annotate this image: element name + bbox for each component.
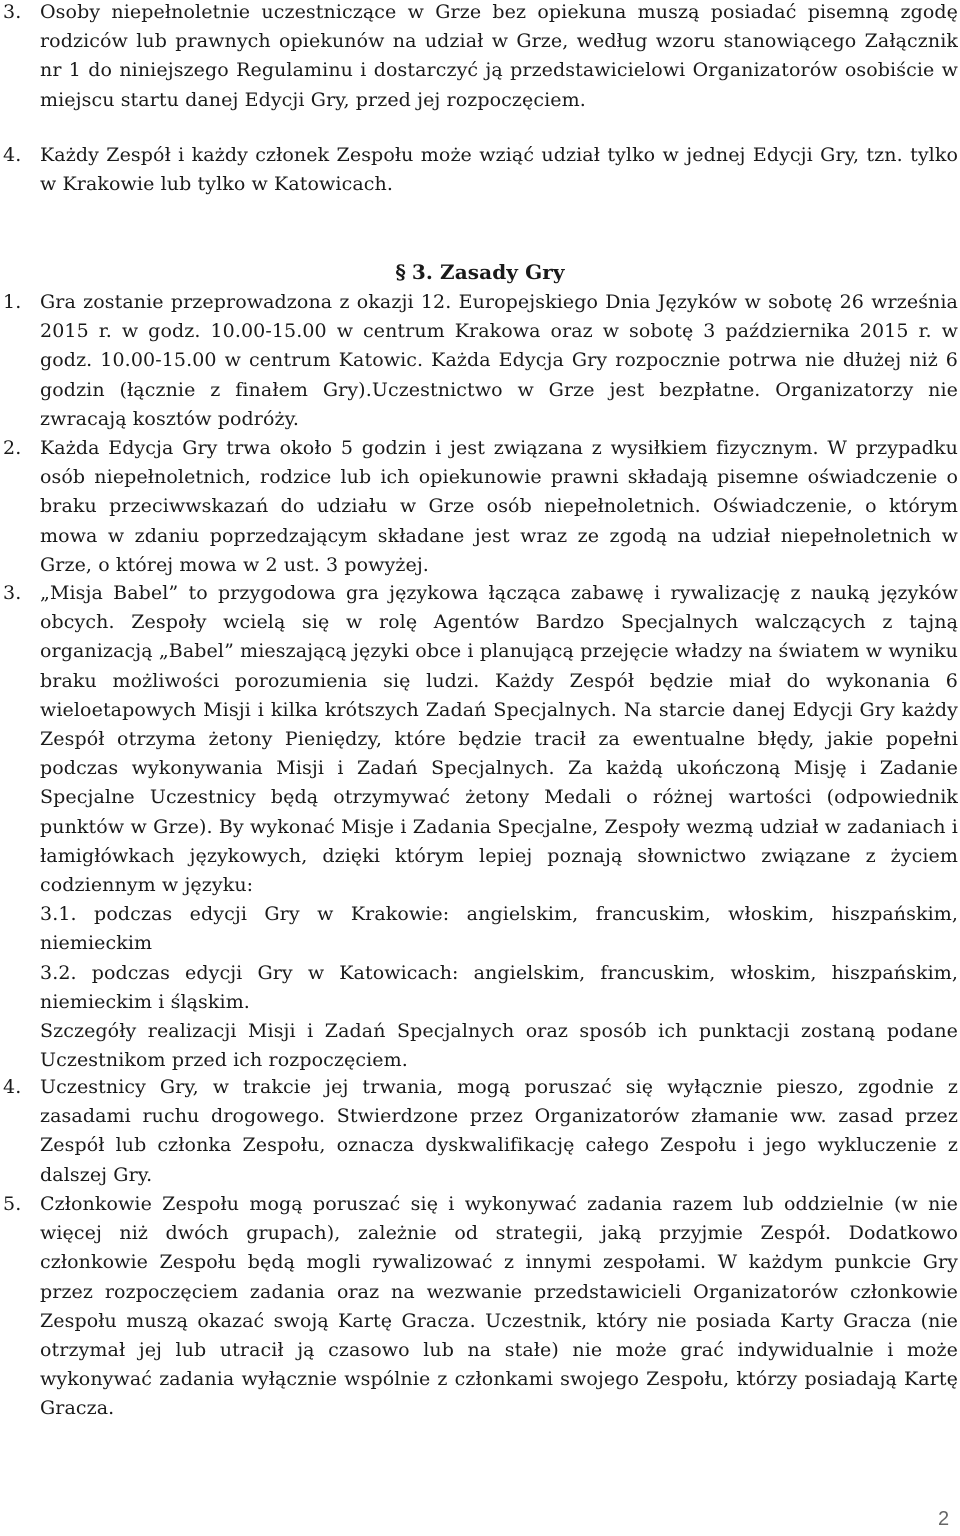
- list-item-3: [3, 579, 958, 1075]
- item-number: 4.: [3, 144, 22, 166]
- section-heading: [0, 258, 960, 287]
- item-text: Każdy Zespół i każdy członek Zespołu może wziąć udział tylko w jednej Edycji Gry, tzn. tylko w Krakowie lub tylko w Katowicach.: [40, 144, 958, 196]
- list-item-2: [3, 434, 958, 580]
- section-symbol: §: [395, 260, 406, 284]
- sub-item-3-1: 3.1. podczas edycji Gry w Krakowie: angielskim, francuskim, włoskim, hiszpańskim, niemieckim: [40, 903, 958, 955]
- list-item-4: [3, 1073, 958, 1190]
- item-text: Uczestnicy Gry, w trakcie jej trwania, mogą poruszać się wyłącznie pieszo, zgodnie z zasadami ruchu drogowego. Stwierdzone przez Organizatorów złamanie ww. zasad przez Zespół lub członka Zespołu, oznacza dyskwalifikację całego Zespołu i jego wykluczenie z dalszej Gry.: [40, 1076, 958, 1186]
- item-number: 4.: [3, 1076, 22, 1098]
- item-number: 1.: [3, 291, 22, 313]
- item-number: 5.: [3, 1193, 22, 1215]
- item-number: 2.: [3, 437, 22, 459]
- item-text: Członkowie Zespołu mogą poruszać się i wykonywać zadania razem lub oddzielnie (w nie więcej niż dwóch grupach), zależnie od strategii, jaką przyjmie Zespół. Dodatkowo członkowie Zespołu będą mogli rywalizować z innymi zespołami. W każdym punkcie Gry przez rozpoczęciem zadania oraz na wezwanie przedstawicieli Organizatorów członkowie Zespołu muszą okazać swoją Kartę Gracza. Uczestnik, który nie posiada Karty Gracza (nie otrzymał jej lub utracił ją czasowo lub na stałe) nie może grać indywidualnie i może wykonywać zadania wyłącznie wspólnie z członkami swojego Zespołu, którzy posiadają Kartę Gracza.: [40, 1193, 958, 1420]
- item-number: 3.: [3, 582, 22, 604]
- list-item-pre-3: [3, 0, 958, 115]
- item-text-continued: Szczegóły realizacji Misji i Zadań Specjalnych oraz sposób ich punktacji zostaną podane Uczestnikom przed ich rozpoczęciem.: [40, 1020, 958, 1072]
- item-text: „Misja Babel” to przygodowa gra językowa łącząca zabawę i rywalizację z nauką języków obcych. Zespoły wcielą się w rolę Agentów Bardzo Specjalnych walczących z tajną organizacją „Babel” mieszającą języki obce i planującą przejęcie władzy na światem w wyniku braku możliwości porozumienia się ludzi. Każdy Zespół będzie miał do wykonania 6 wieloetapowych Misji i kilka krótszych Zadań Specjalnych. Na starcie danej Edycji Gry każdy Zespół otrzyma żetony Pieniędzy, które będzie tracił za ewentualne błędy, jakie popełni podczas wykonywania Misji i Zadań Specjalnych. Za każdą ukończoną Misję i Zadanie Specjalne Uczestnicy będą otrzymywać żetony Medali o różnej wartości (odpowiednik punktów w Grze). By wykonać Misje i Zadania Specjalne, Zespoły wezmą udział w zadaniach i łamigłówkach językowych, dzięki którym lepiej poznają słownictwo związane z życiem codziennym w języku:: [40, 582, 958, 897]
- list-item-pre-4: [3, 141, 958, 199]
- item-text: Każda Edycja Gry trwa około 5 godzin i jest związana z wysiłkiem fizycznym. W przypadku osób niepełnoletnich, rodzice lub ich opiekunowie prawni składają pisemne oświadczenie o braku przeciwwskazań do udziału w Grze osób niepełnoletnich. Oświadczenie, o którym mowa w zdaniu poprzedzającym składane jest wraz ze zgodą na udział niepełnoletnich w Grze, o której mowa w 2 ust. 3 powyżej.: [40, 437, 958, 576]
- list-item-1: [3, 288, 958, 434]
- section-title: 3. Zasady Gry: [411, 260, 565, 284]
- page-number: 2: [938, 1508, 950, 1530]
- item-text: Osoby niepełnoletnie uczestniczące w Grze bez opiekuna muszą posiadać pisemną zgodę rodziców lub prawnych opiekunów na udział w Grze, według wzoru stanowiącego Załącznik nr 1 do niniejszego Regulaminu i dostarczyć ją przedstawicielowi Organizatorów osobiście w miejscu startu danej Edycji Gry, przed jej rozpoczęciem.: [40, 1, 958, 111]
- item-number: 3.: [3, 1, 22, 23]
- list-item-5: [3, 1190, 958, 1424]
- item-text: Gra zostanie przeprowadzona z okazji 12. Europejskiego Dnia Języków w sobotę 26 września 2015 r. w godz. 10.00-15.00 w centrum Krakowa oraz w sobotę 3 października 2015 r. w godz. 10.00-15.00 w centrum Katowic. Każda Edycja Gry rozpocznie potrwa nie dłużej niż 6 godzin (łącznie z finałem Gry).Uczestnictwo w Grze jest bezpłatne. Organizatorzy nie zwracają kosztów podróży.: [40, 291, 958, 430]
- sub-item-3-2: 3.2. podczas edycji Gry w Katowicach: angielskim, francuskim, włoskim, hiszpańskim, niemieckim i śląskim.: [40, 961, 958, 1013]
